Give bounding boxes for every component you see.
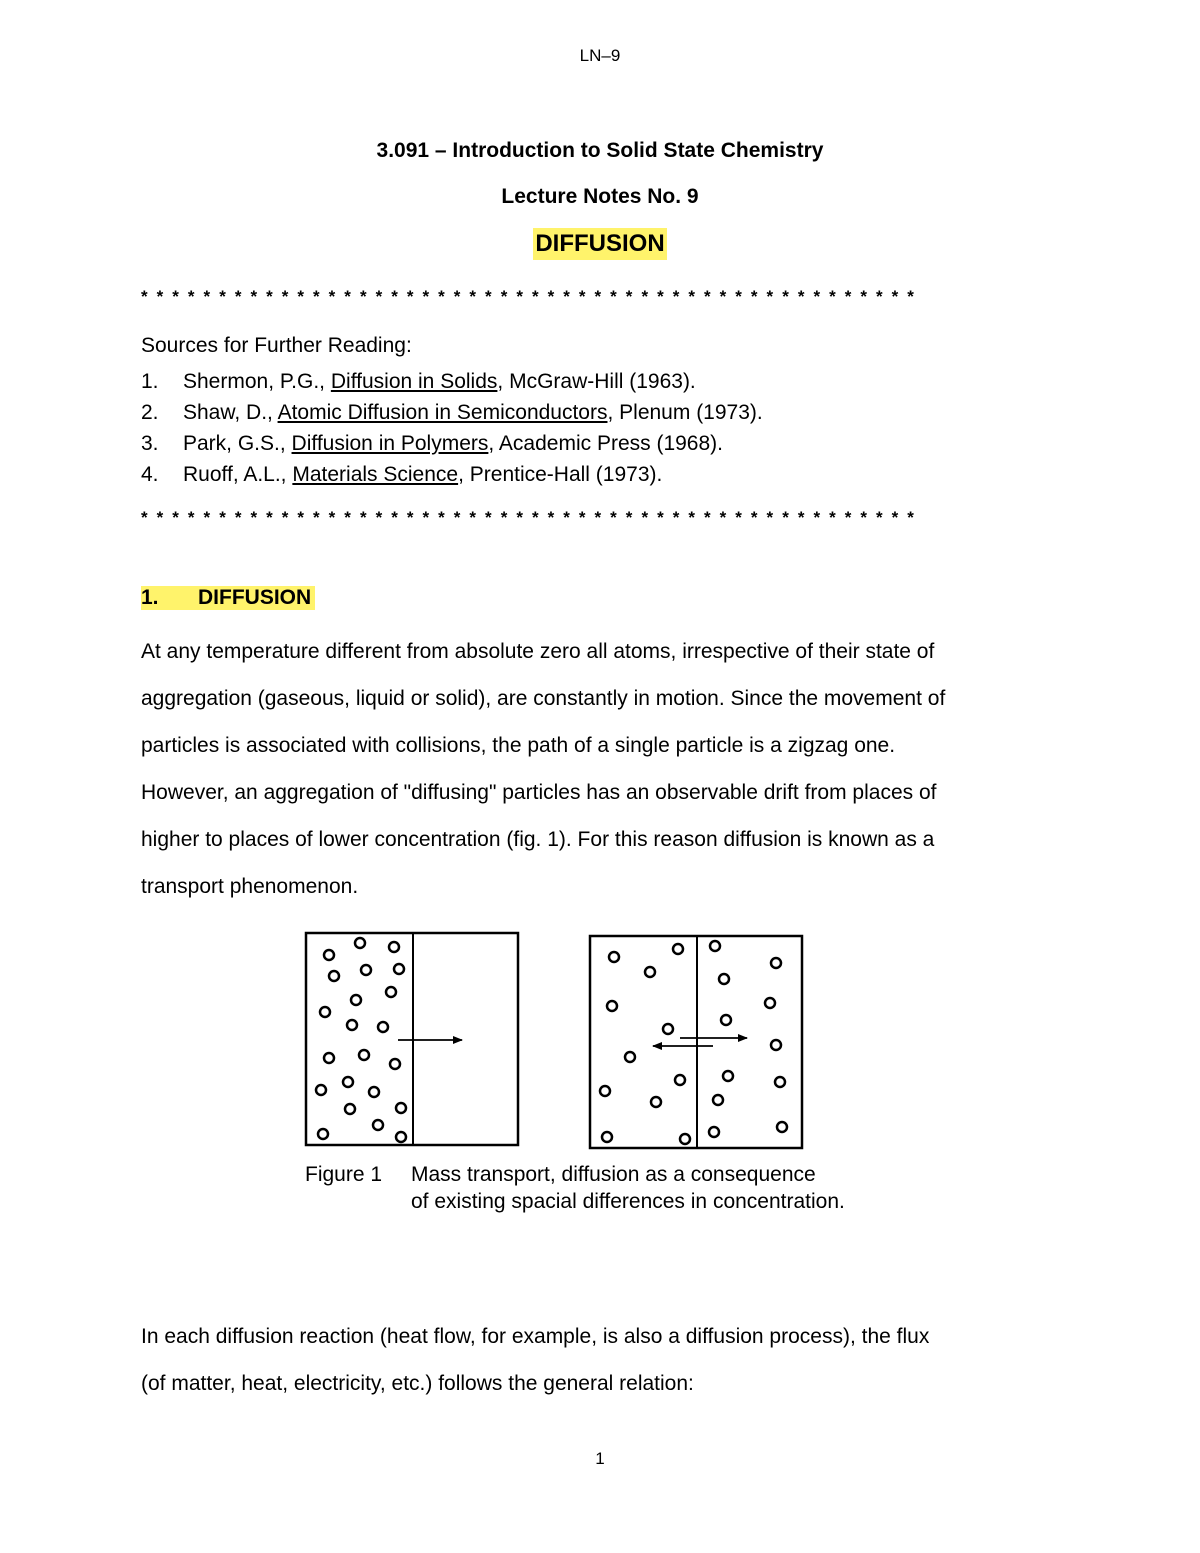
- topic-title-wrap: [0, 228, 1200, 260]
- figure-caption: [305, 1161, 845, 1215]
- section-title: DIFFUSION: [198, 586, 312, 609]
- paragraph-line: In each diffusion reaction (heat flow, for example, is also a diffusion process), the flux: [141, 1325, 930, 1348]
- paragraph-line: At any temperature different from absolute zero all atoms, irrespective of their state of: [141, 640, 935, 663]
- reference-author: Shermon, P.G.,: [183, 370, 331, 393]
- body-paragraph: [141, 628, 1061, 910]
- reference-number: 4.: [141, 463, 159, 486]
- reference-item: [141, 432, 723, 456]
- closing-paragraph: [141, 1313, 1061, 1407]
- paragraph-line: (of matter, heat, electricity, etc.) follows the general relation:: [141, 1372, 694, 1395]
- paragraph-line: particles is associated with collisions, the path of a single particle is a zigzag one.: [141, 734, 896, 757]
- figure-label: Figure 1: [305, 1163, 383, 1186]
- reference-number: 2.: [141, 401, 159, 424]
- reference-item: [141, 463, 662, 487]
- reference-publisher: , Plenum (1973).: [607, 401, 763, 424]
- section-number: 1.: [141, 586, 159, 609]
- separator-bottom: * * * * * * * * * * * * * * * * * * * * * * * * * * * * * * * * * * * * * * * * * * * * * * * * * *: [141, 508, 917, 527]
- paragraph-line: transport phenomenon.: [141, 875, 359, 898]
- caption-line: Mass transport, diffusion as a consequence: [411, 1163, 816, 1186]
- reference-work: Diffusion in Polymers: [291, 432, 489, 455]
- section-heading: [141, 586, 315, 610]
- separator-top: * * * * * * * * * * * * * * * * * * * * * * * * * * * * * * * * * * * * * * * * * * * * * * * * * *: [141, 287, 917, 306]
- reference-author: Park, G.S.,: [183, 432, 292, 455]
- reference-author: Shaw, D.,: [183, 401, 278, 424]
- left-particles: [316, 938, 406, 1142]
- reference-item: [141, 370, 696, 394]
- reference-number: 3.: [141, 432, 159, 455]
- reference-publisher: , Academic Press (1968).: [488, 432, 723, 455]
- reference-number: 1.: [141, 370, 159, 393]
- reference-work: Atomic Diffusion in Semiconductors: [277, 401, 608, 424]
- caption-line: of existing spacial differences in concentration.: [411, 1190, 845, 1213]
- reference-publisher: , Prentice-Hall (1973).: [458, 463, 663, 486]
- reference-author: Ruoff, A.L.,: [183, 463, 293, 486]
- paragraph-line: higher to places of lower concentration (fig. 1). For this reason diffusion is known as a: [141, 828, 935, 851]
- reference-publisher: , McGraw-Hill (1963).: [497, 370, 696, 393]
- paragraph-line: aggregation (gaseous, liquid or solid), are constantly in motion. Since the movement of: [141, 687, 946, 710]
- diffusion-figure: [300, 928, 810, 1152]
- right-particles: [600, 941, 787, 1144]
- lecture-number: Lecture Notes No. 9: [501, 185, 699, 208]
- reference-work: Diffusion in Solids: [330, 370, 498, 393]
- reference-item: [141, 401, 763, 425]
- page-number: 1: [595, 1449, 605, 1468]
- paragraph-line: However, an aggregation of "diffusing" particles has an observable drift from places of: [141, 781, 937, 804]
- topic-title: DIFFUSION: [533, 228, 666, 260]
- reference-work: Materials Science: [292, 463, 459, 486]
- page-header-label: LN–9: [579, 46, 621, 65]
- sources-heading: Sources for Further Reading:: [141, 334, 412, 357]
- course-title: 3.091 – Introduction to Solid State Chemistry: [376, 139, 824, 162]
